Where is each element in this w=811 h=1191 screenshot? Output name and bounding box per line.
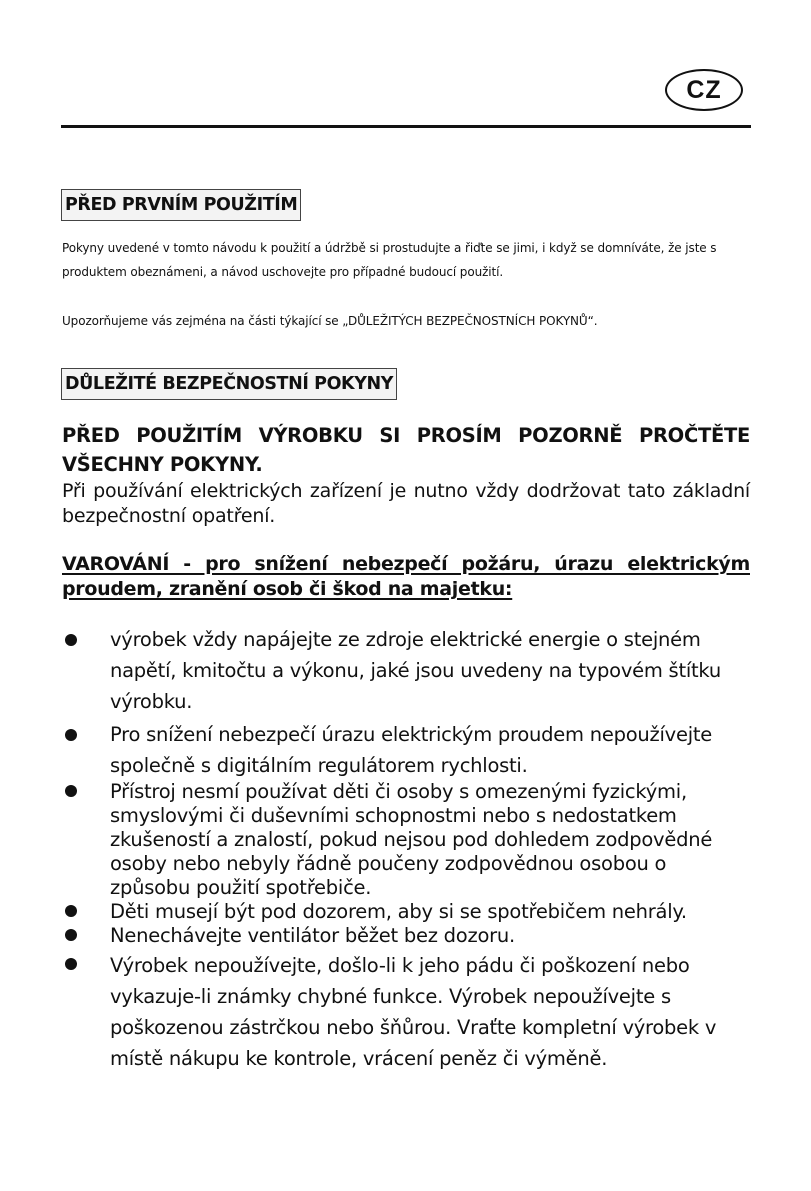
- bullet-icon: [65, 958, 77, 970]
- list-item-text: Děti musejí být pod dozorem, aby si se spotřebičem nehrály.: [110, 900, 687, 923]
- list-item-text: Nenechávejte ventilátor běžet bez dozoru.: [110, 924, 515, 947]
- heading-before-first-use: PŘED PRVNÍM POUŽITÍM: [61, 189, 301, 221]
- read-all-instructions-title: PŘED POUŽITÍM VÝROBKU SI PROSÍM POZORNĚ PROČTĚTE VŠECHNY POKYNY.: [62, 424, 750, 476]
- list-item-text: Přístroj nesmí používat děti či osoby s omezenými fyzickými, smyslovými či duševními schopnostmi nebo s nedostatkem zkušeností a znalostí, pokud nejsou pod dohledem zodpovědné osoby nebo nebyly řádně poučeny zodpovědnou osobou o způsobu použití spotřebiče.: [110, 780, 713, 899]
- before-use-paragraph: Pokyny uvedené v tomto návodu k použití a údržbě si prostudujte a řiďte se jimi, i když se domníváte, že jste s produktem obeznámeni, a návod uschovejte pro případné budoucí použití.: [62, 241, 717, 279]
- heading-safety-instructions: DŮLEŽITÉ BEZPEČNOSTNÍ POKYNY: [61, 368, 397, 400]
- header-divider: [61, 125, 751, 128]
- bullet-icon: [65, 905, 77, 917]
- list-item-text: výrobek vždy napájejte ze zdroje elektrické energie o stejném napětí, kmitočtu a výkonu, jaké jsou uvedeny na typovém štítku výrobku.: [110, 628, 721, 713]
- bullet-icon: [65, 785, 77, 797]
- list-item-text: Pro snížení nebezpečí úrazu elektrickým proudem nepoužívejte společně s digitálním regulátorem rychlosti.: [110, 723, 713, 777]
- bullet-icon: [65, 929, 77, 941]
- bullet-icon: [65, 729, 77, 741]
- bullet-icon: [65, 634, 77, 646]
- safety-intro-text: Při používání elektrických zařízení je nutno vždy dodržovat tato základní bezpečnostní opatření.: [62, 480, 750, 527]
- language-badge: CZ: [665, 69, 743, 111]
- attention-paragraph: Upozorňujeme vás zejména na části týkající se „DŮLEŽITÝCH BEZPEČNOSTNÍCH POKYNŮ“.: [62, 314, 598, 328]
- warning-text: VAROVÁNÍ - pro snížení nebezpečí požáru, úrazu elektrickým proudem, zranění osob či škod na majetku:: [62, 553, 750, 600]
- list-item-text: Výrobek nepoužívejte, došlo-li k jeho pádu či poškození nebo vykazuje-li známky chybné funkce. Výrobek nepoužívejte s poškozenou zástrčkou nebo šňůrou. Vraťte kompletní výrobek v místě nákupu ke kontrole, vrácení peněz či výměně.: [110, 954, 717, 1070]
